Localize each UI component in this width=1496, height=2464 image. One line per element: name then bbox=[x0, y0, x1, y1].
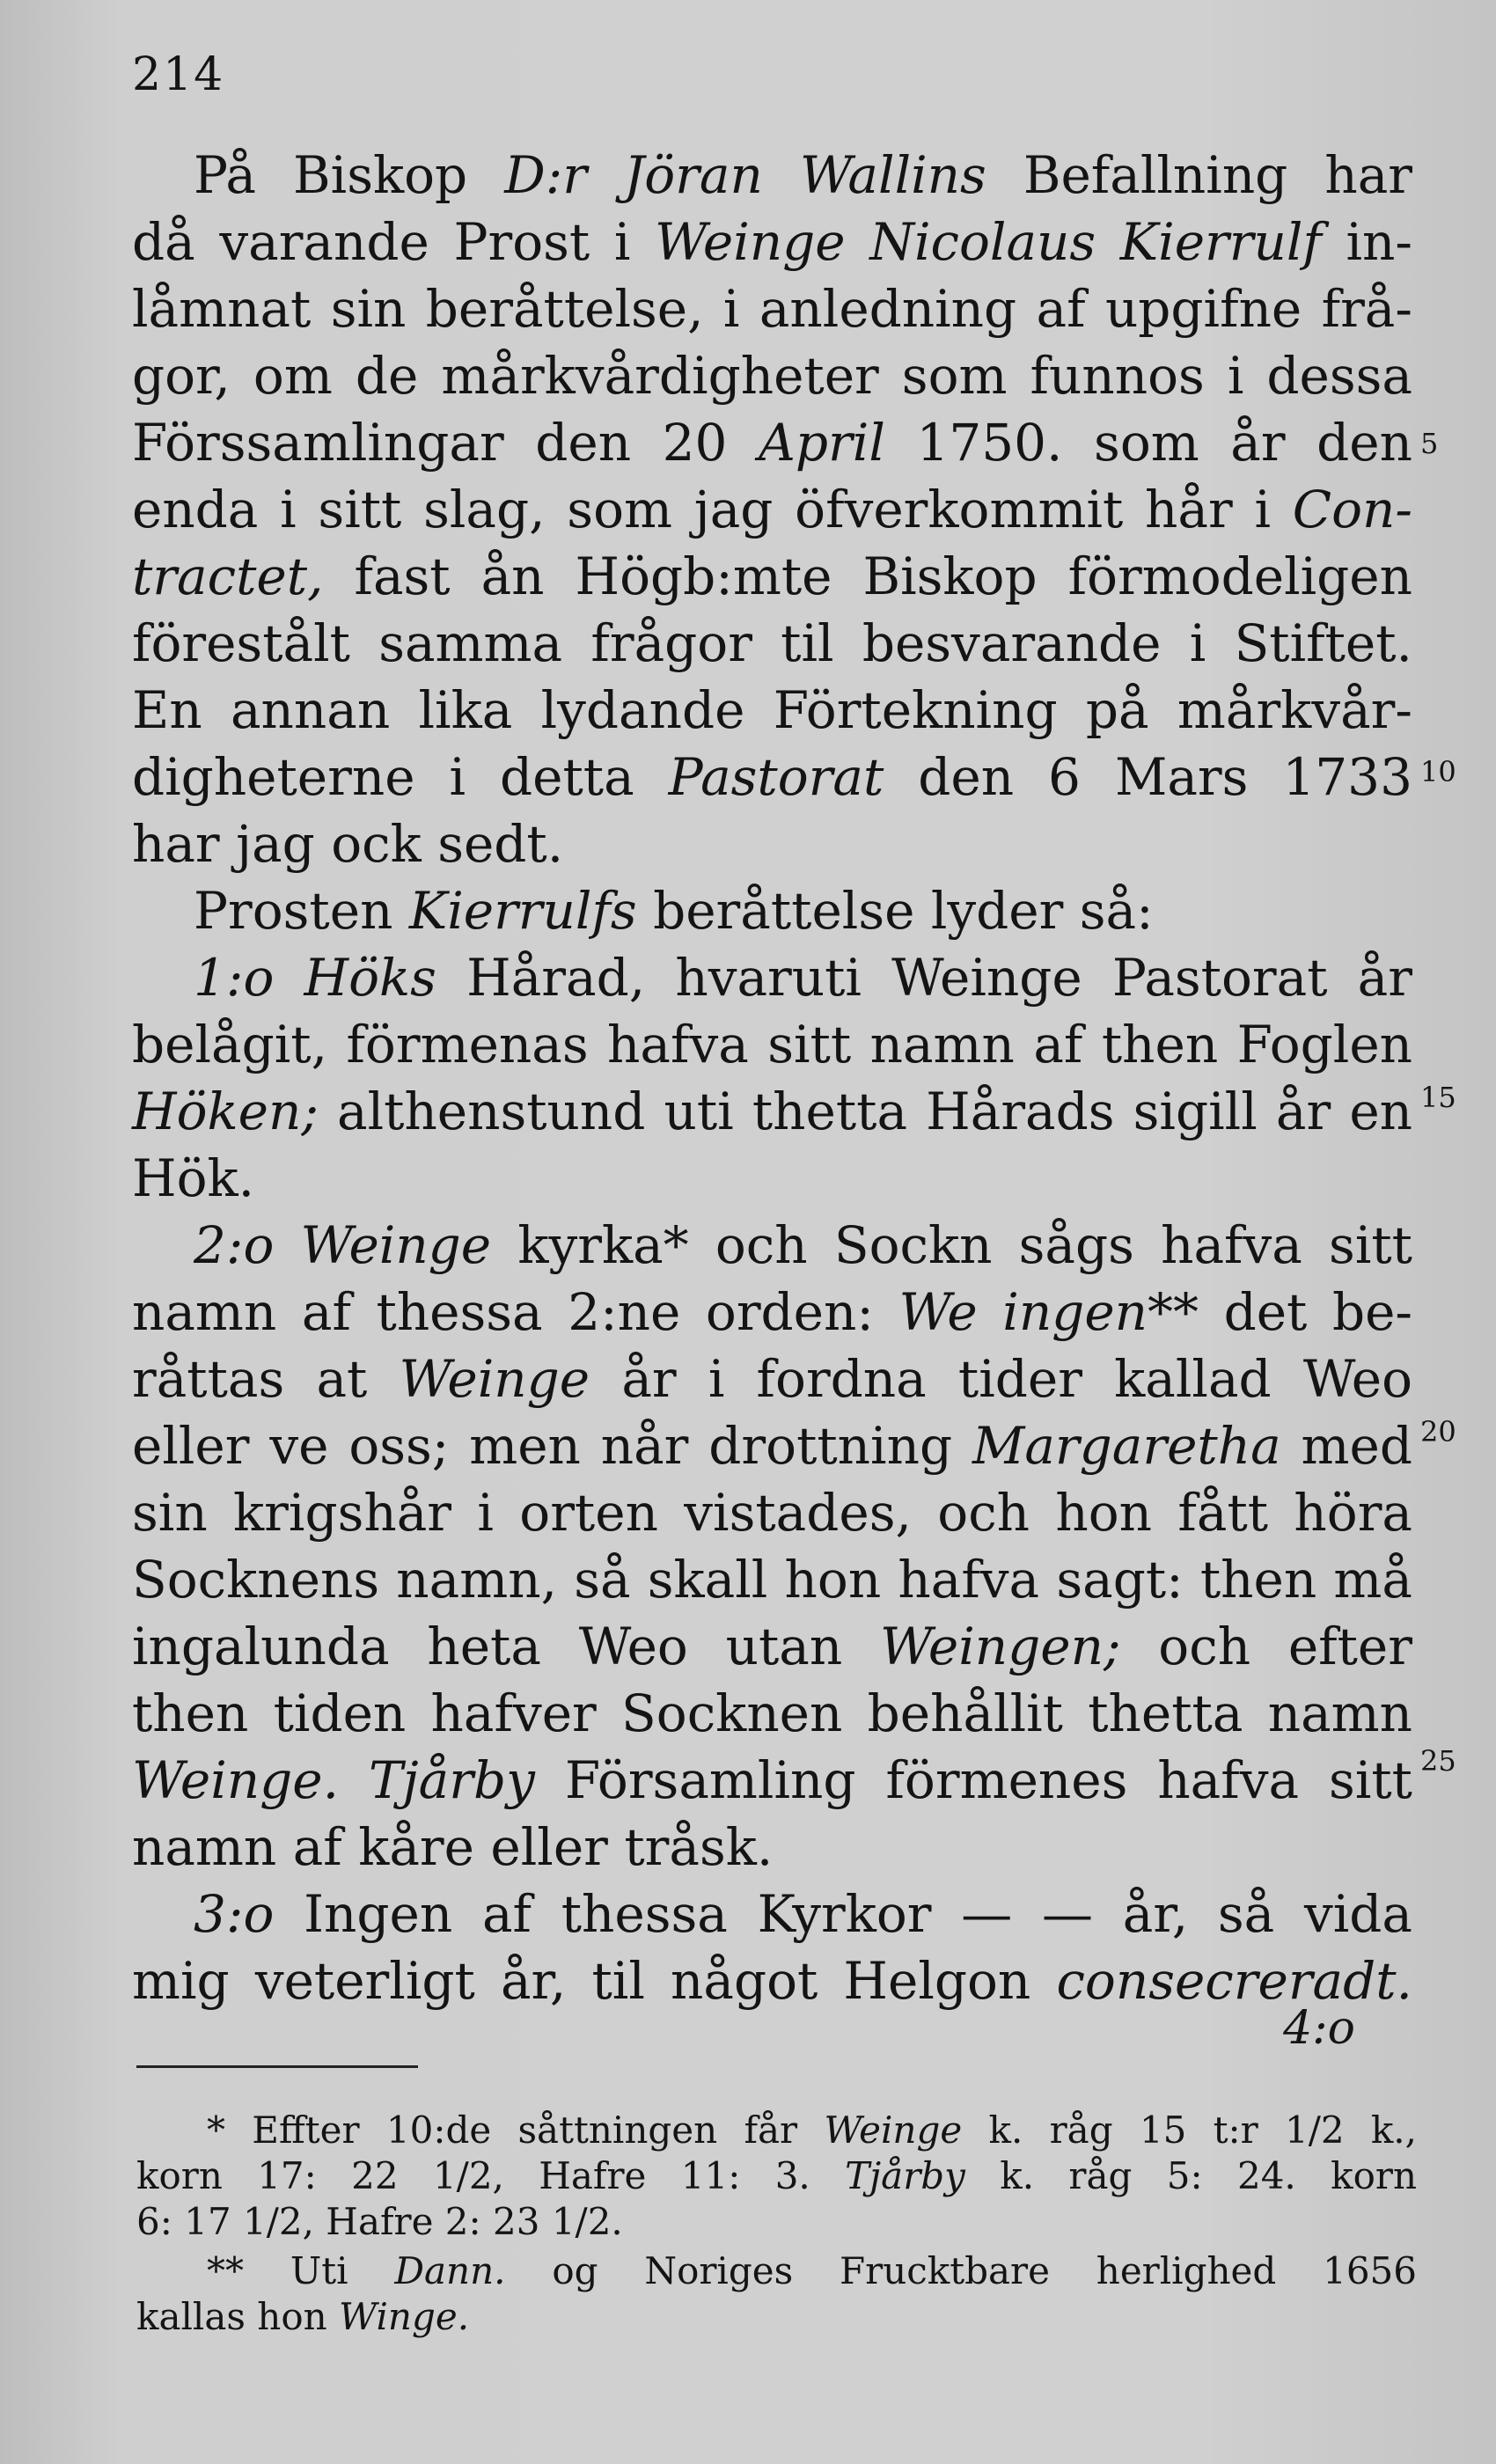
text-line: belågit, förmenas hafva sitt namn af then Foglen bbox=[132, 1015, 1412, 1074]
text-line: Förssamlingar den 20 April 1750. som år den bbox=[132, 413, 1412, 473]
text-line: namn af kåre eller tråsk. bbox=[132, 1817, 774, 1877]
text-line: sin krigshår i orten vistades, och hon fått höra bbox=[132, 1483, 1412, 1543]
text-line: then tiden hafver Socknen behållit thetta namn bbox=[132, 1683, 1412, 1743]
line-number: 25 bbox=[1420, 1744, 1456, 1778]
text-line: mig veterligt år, til något Helgon consecreradt. bbox=[132, 1951, 1412, 2011]
text-line: 3:o Ingen af thessa Kyrkor — — år, så vida bbox=[194, 1884, 1412, 1944]
text-line: På Biskop D:r Jöran Wallins Befallning har bbox=[194, 145, 1412, 205]
line-number: 20 bbox=[1420, 1415, 1456, 1448]
text-line: ingalunda heta Weo utan Weingen; och efter bbox=[132, 1617, 1412, 1676]
text-line: då varande Prost i Weinge Nicolaus Kierrulf in- bbox=[132, 212, 1412, 272]
footnote-divider bbox=[136, 2065, 418, 2068]
text-line: enda i sitt slag, som jag öfverkommit hår i Con- bbox=[132, 480, 1412, 539]
catchword: 4:o bbox=[1283, 2002, 1355, 2055]
footnote-line: 6: 17 1/2, Hafre 2: 23 1/2. bbox=[136, 2200, 623, 2243]
line-number: 5 bbox=[1420, 427, 1439, 460]
text-line: eller ve oss; men når drottning Margaretha med bbox=[132, 1416, 1412, 1476]
text-line: förestålt samma frågor til besvarande i Stiftet. bbox=[132, 613, 1412, 673]
line-number: 15 bbox=[1420, 1081, 1456, 1114]
text-line: Prosten Kierrulfs beråttelse lyder så: bbox=[194, 881, 1154, 941]
text-line: råttas at Weinge år i fordna tider kallad Weo bbox=[132, 1349, 1413, 1409]
text-line: namn af thessa 2:ne orden: We ingen** det be- bbox=[132, 1282, 1412, 1342]
text-line: Socknens namn, så skall hon hafva sagt: then må bbox=[132, 1550, 1412, 1610]
text-line: har jag ock sedt. bbox=[132, 814, 564, 874]
line-number: 10 bbox=[1420, 755, 1456, 788]
text-line: låmnat sin beråttelse, i anledning af upgifne frå- bbox=[132, 279, 1412, 339]
text-line: tractet, fast ån Högb:mte Biskop förmodeligen bbox=[132, 546, 1412, 606]
page-number: 214 bbox=[132, 48, 225, 101]
footnote-line: kallas hon Winge. bbox=[136, 2295, 470, 2338]
text-line: En annan lika lydande Förtekning på mårkvår- bbox=[132, 680, 1412, 740]
text-line: 1:o Höks Hårad, hvaruti Weinge Pastorat år bbox=[194, 948, 1412, 1008]
text-line: Höken; althenstund uti thetta Hårads sigill år en bbox=[132, 1082, 1412, 1141]
footnote-line: ** Uti Dann. og Noriges Frucktbare herlighed 1656 bbox=[207, 2249, 1417, 2292]
footnote-line: * Effter 10:de såttningen får Weinge k. råg 15 t:r 1/2 k., bbox=[207, 2108, 1418, 2152]
footnote-line: korn 17: 22 1/2, Hafre 11: 3. Tjårby k. råg 5: 24. korn bbox=[136, 2154, 1417, 2197]
text-line: gor, om de mårkvårdigheter som funnos i dessa bbox=[132, 346, 1412, 406]
text-line: Weinge. Tjårby Församling förmenes hafva sitt bbox=[132, 1750, 1412, 1810]
text-line: Hök. bbox=[132, 1148, 255, 1208]
text-line: 2:o Weinge kyrka* och Sockn sågs hafva sitt bbox=[194, 1215, 1412, 1275]
text-line: digheterne i detta Pastorat den 6 Mars 1733 bbox=[132, 747, 1412, 807]
